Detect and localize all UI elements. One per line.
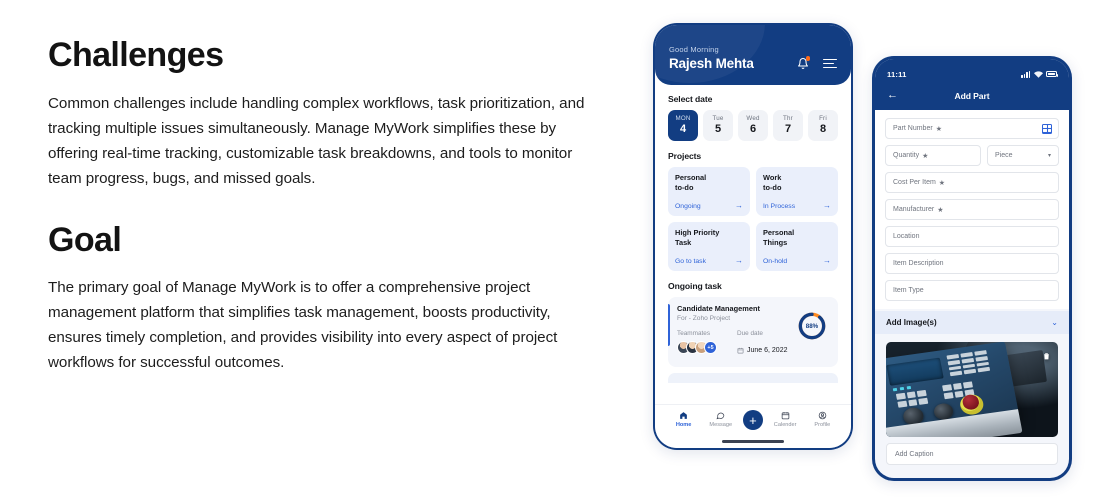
- nav-label: Home: [675, 422, 692, 428]
- progress-percent: 88%: [805, 322, 819, 330]
- add-caption-field[interactable]: [886, 443, 1058, 465]
- date-weekday: Tue: [712, 115, 724, 122]
- arrow-right-icon[interactable]: →: [735, 201, 743, 210]
- user-name: Rajesh Mehta: [669, 56, 754, 71]
- header-actions: [797, 57, 837, 70]
- project-title-line2: to-do: [763, 183, 782, 192]
- field-placeholder: Item Description: [893, 260, 944, 267]
- part-photo[interactable]: [886, 342, 1058, 437]
- panel-knob-decor: [933, 402, 955, 420]
- date-number: 7: [784, 123, 792, 135]
- dashboard-screen: [655, 25, 851, 448]
- add-part-form: [875, 110, 1069, 309]
- part-number-field[interactable]: [885, 118, 1059, 139]
- status-bar: [875, 59, 1069, 86]
- project-title-line1: Personal: [675, 173, 707, 182]
- required-marker: ★: [937, 206, 944, 214]
- nav-label: Profile: [814, 422, 831, 428]
- project-title-line1: Personal: [763, 228, 795, 237]
- panel-leds-decor: [893, 386, 911, 391]
- project-card-personal-todo[interactable]: [668, 167, 750, 216]
- projects-label: Projects: [668, 151, 702, 161]
- signal-bars-icon: [1021, 71, 1030, 78]
- add-images-label: Add Image(s): [886, 318, 937, 327]
- image-preview-area: [875, 334, 1069, 437]
- phone-mockup-dashboard: [653, 23, 853, 450]
- select-date-label: Select date: [668, 94, 713, 104]
- date-selector[interactable]: [668, 110, 838, 141]
- notification-dot: [806, 56, 811, 61]
- goal-heading: Goal: [48, 221, 122, 260]
- cost-per-item-field[interactable]: [885, 172, 1059, 193]
- ongoing-task-card[interactable]: [668, 297, 838, 367]
- greeting-text: Good Morning: [669, 45, 719, 54]
- bell-icon[interactable]: [797, 57, 809, 70]
- add-images-section-header[interactable]: [875, 311, 1069, 334]
- nav-item-home[interactable]: [669, 411, 699, 428]
- next-task-card-peek: [668, 373, 838, 383]
- project-status: In Process: [763, 202, 796, 210]
- teammates-block: [677, 330, 717, 359]
- app-bar: [875, 86, 1069, 110]
- unit-select[interactable]: [987, 145, 1059, 166]
- date-chip-fri[interactable]: [808, 110, 838, 141]
- ongoing-task-label: Ongoing task: [668, 281, 722, 291]
- challenges-heading: Challenges: [48, 36, 224, 74]
- nav-item-profile[interactable]: [807, 411, 837, 428]
- panel-keypad-decor: [896, 389, 928, 407]
- phone-mockup-add-part: [872, 56, 1072, 481]
- nav-item-calender[interactable]: [770, 411, 800, 428]
- date-weekday: Thr: [783, 115, 793, 122]
- goal-paragraph: The primary goal of Manage MyWork is to offer a comprehensive project management platform that simplifies task management, boosts productivity, ensures timely completion, and provides visibility into every aspect of project workflows for successful outcomes.: [48, 279, 558, 372]
- date-weekday: Wed: [746, 115, 760, 122]
- calendar-icon: [737, 341, 744, 359]
- message-icon: [716, 411, 725, 420]
- item-description-field[interactable]: [885, 253, 1059, 274]
- date-number: 8: [819, 123, 827, 135]
- required-marker: ★: [922, 152, 929, 160]
- project-card-personal-things[interactable]: [756, 222, 838, 271]
- project-title-line1: Work: [763, 173, 782, 182]
- battery-icon: [1046, 71, 1057, 77]
- chevron-down-icon[interactable]: ⌄: [1051, 318, 1058, 327]
- project-status: Go to task: [675, 257, 706, 265]
- teammates-label: Teammates: [677, 330, 711, 337]
- field-placeholder: Location: [893, 233, 920, 240]
- cnc-control-panel-decor: [886, 342, 1020, 437]
- progress-ring: [797, 311, 827, 341]
- nav-item-message[interactable]: [706, 411, 736, 428]
- field-placeholder: Quantity: [893, 152, 920, 159]
- dashboard-body: [655, 85, 851, 404]
- date-chip-wed[interactable]: [738, 110, 768, 141]
- add-task-fab[interactable]: +: [743, 410, 763, 430]
- date-number: 6: [749, 123, 757, 135]
- project-status: Ongoing: [675, 202, 701, 210]
- home-icon: [679, 411, 688, 420]
- caption-placeholder: Add Caption: [895, 450, 934, 458]
- arrow-right-icon[interactable]: →: [823, 201, 831, 210]
- panel-knob-decor: [902, 407, 925, 426]
- qr-scanner-icon[interactable]: [1042, 124, 1052, 134]
- quantity-field[interactable]: [885, 145, 981, 166]
- challenges-paragraph: Common challenges include handling complex workflows, task prioritization, and tracking multiple issues simultaneously. Manage MyWork simplifies these by offering real-time tracking, customizable task breakdowns, and tools to monitor team progress, bugs, and missed goals.: [48, 95, 585, 188]
- nav-label: Calender: [773, 422, 797, 428]
- date-number: 4: [679, 123, 687, 135]
- home-indicator: [722, 440, 784, 443]
- field-placeholder: Part Number: [893, 125, 933, 132]
- project-title-line2: Task: [675, 238, 692, 247]
- avatar-overflow-badge: +5: [704, 341, 717, 354]
- add-part-screen: [875, 59, 1069, 478]
- select-value: Piece: [995, 152, 1013, 159]
- field-placeholder: Manufacturer: [893, 206, 935, 213]
- dashboard-header: [655, 25, 851, 85]
- hamburger-menu-icon[interactable]: [823, 59, 837, 69]
- trash-icon[interactable]: [1042, 348, 1051, 358]
- date-chip-tue[interactable]: [703, 110, 733, 141]
- calendar-icon: [781, 411, 790, 420]
- date-number: 5: [714, 123, 722, 135]
- project-card-work-todo[interactable]: [756, 167, 838, 216]
- field-placeholder: Cost Per Item: [893, 179, 936, 186]
- required-marker: ★: [935, 125, 942, 133]
- project-title-line1: High Priority: [675, 228, 720, 237]
- due-date-block: [737, 330, 787, 359]
- chevron-down-icon: ▾: [1047, 153, 1051, 159]
- due-date-label: Due date: [737, 330, 763, 337]
- task-title: Candidate Management: [677, 304, 760, 313]
- back-arrow-icon[interactable]: ←: [887, 89, 898, 101]
- task-subtitle: For - Zoho Project: [677, 315, 731, 322]
- required-marker: ★: [938, 179, 946, 187]
- item-type-field[interactable]: [885, 280, 1059, 301]
- due-date-value: June 6, 2022: [747, 346, 788, 354]
- status-icons: [1021, 65, 1057, 83]
- profile-icon: [818, 411, 827, 420]
- location-field[interactable]: [885, 226, 1059, 247]
- panel-display-decor: [887, 357, 944, 385]
- project-title-line2: Things: [763, 238, 788, 247]
- project-title-line2: to-do: [675, 183, 694, 192]
- date-weekday: Fri: [819, 115, 827, 122]
- project-status: On-hold: [763, 257, 788, 265]
- text-column: [48, 36, 593, 375]
- projects-grid: [668, 167, 838, 271]
- wifi-icon: [1034, 65, 1043, 83]
- teammate-avatars[interactable]: [677, 341, 717, 354]
- page-title: Add Part: [954, 90, 990, 101]
- arrow-right-icon[interactable]: →: [735, 256, 743, 265]
- panel-keypad-decor: [946, 350, 990, 376]
- manufacturer-field[interactable]: [885, 199, 1059, 220]
- arrow-right-icon[interactable]: →: [823, 256, 831, 265]
- bottom-navigation[interactable]: [655, 404, 851, 448]
- project-card-high-priority-task[interactable]: [668, 222, 750, 271]
- field-placeholder: Item Type: [893, 287, 924, 294]
- date-chip-thr[interactable]: [773, 110, 803, 141]
- date-weekday: MON: [675, 115, 691, 122]
- status-time: 11:11: [887, 69, 907, 79]
- nav-label: Message: [709, 422, 733, 428]
- date-chip-mon[interactable]: [668, 110, 698, 141]
